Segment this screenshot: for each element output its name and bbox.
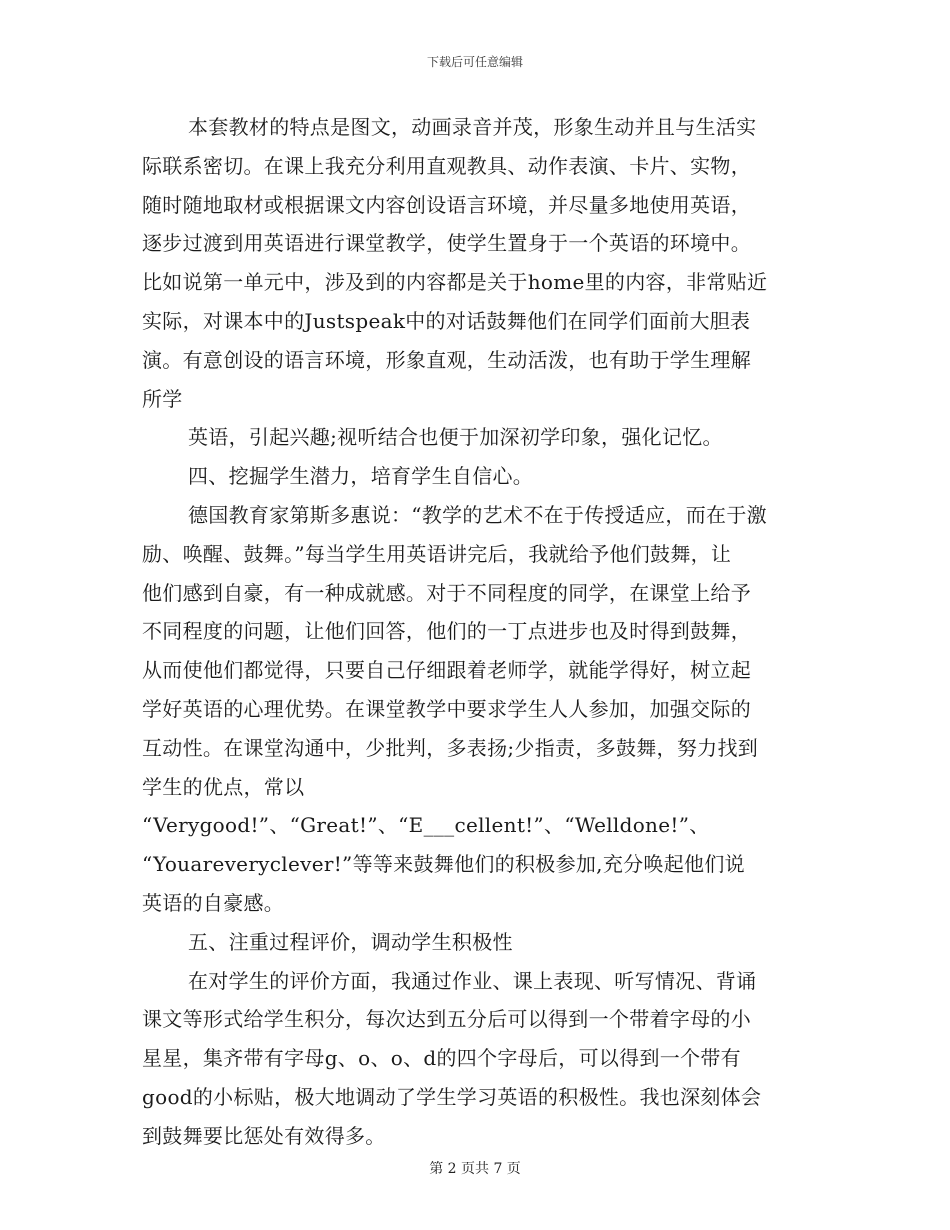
text-line: 本套教材的特点是图文，动画录音并茂，形象生动并且与生活实 <box>188 115 757 139</box>
section-heading: 五、注重过程评价，调动学生积极性 <box>188 929 513 954</box>
page-number-footer: 第 2 页共 7 页 <box>429 1161 521 1177</box>
text-line: 到鼓舞要比惩处有效得多。 <box>142 1123 386 1148</box>
text-line: 演。有意创设的语言环境，形象直观，生动活泼，也有助于学生理解 <box>142 347 751 372</box>
text-line: 他们感到自豪，有一种成就感。对于不同程度的同学，在课堂上给予 <box>142 580 751 605</box>
text-line: 互动性。在课堂沟通中，少批判，多表扬;少指责，多鼓舞，努力找到 <box>142 735 759 760</box>
section-heading: 四、挖掘学生潜力，培育学生自信心。 <box>188 464 534 489</box>
document-body <box>142 108 812 1156</box>
text-line: 学生的优点，常以 <box>142 774 305 799</box>
text-line: 随时随地取材或根据课文内容创设语言环境，并尽量多地使用英语， <box>142 192 751 217</box>
text-line: 学好英语的心理优势。在课堂教学中要求学生人人参加，加强交际的 <box>142 696 751 721</box>
text-line: 星星，集齐带有字母g、o、o、d的四个字母后，可以得到一个带有 <box>142 1046 741 1071</box>
text-line: 课文等形式给学生积分，每次达到五分后可以得到一个带着字母的小 <box>142 1007 751 1032</box>
text-line: 逐步过渡到用英语进行课堂教学，使学生置身于一个英语的环境中。 <box>142 231 751 256</box>
text-line: 际联系密切。在课上我充分利用直观教具、动作表演、卡片、实物， <box>142 153 751 178</box>
text-line: 在对学生的评价方面，我通过作业、课上表现、听写情况、背诵 <box>188 968 757 993</box>
text-line: “Youareveryclever!”等等来鼓舞他们的积极参加,充分唤起他们说 <box>142 852 745 877</box>
text-line: 比如说第一单元中，涉及到的内容都是关于home里的内容，非常贴近 <box>142 270 768 295</box>
text-line: good的小标贴，极大地调动了学生学习英语的积极性。我也深刻体会 <box>142 1084 762 1109</box>
text-line: 不同程度的问题，让他们回答，他们的一丁点进步也及时得到鼓舞， <box>142 619 751 644</box>
page-header: 下载后可任意编辑 <box>426 55 523 69</box>
text-line: 所学 <box>142 386 183 411</box>
text-line: 励、唤醒、鼓舞。”每当学生用英语讲完后，我就给予他们鼓舞，让 <box>142 541 732 566</box>
text-line: 实际，对课本中的Justspeak中的对话鼓舞他们在同学们面前大胆表 <box>142 308 751 333</box>
text-line: 德国教育家第斯多惠说：“教学的艺术不在于传授适应，而在于激 <box>188 502 767 527</box>
text-line: 从而使他们都觉得，只要自己仔细跟着老师学，就能学得好，树立起 <box>142 658 751 683</box>
text-line: 英语，引起兴趣;视听结合也便于加深初学印象，强化记忆。 <box>188 425 723 450</box>
text-line: 英语的自豪感。 <box>142 890 285 915</box>
text-line: “Verygood!”、“Great!”、“E___cellent!”、“Welldone!”、 <box>142 813 710 838</box>
